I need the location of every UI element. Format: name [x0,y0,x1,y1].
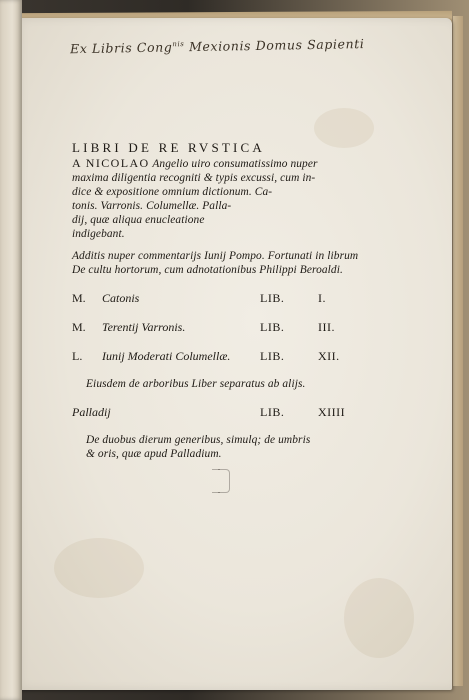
closing-line: De duobus dierum generibus, simulq; de umbris [86,434,311,446]
commentary-line: Additis nuper commentarijs Iunij Pompo. Fortunati in librum [72,250,359,262]
author-name: Catonis [102,291,140,305]
contents-row-palladius [72,404,372,420]
title-line: dice & expositione omnium dictionum. Ca- [72,186,273,198]
editor-name: A NICOLAO [72,156,150,170]
book-count: XII. [318,349,340,363]
commentary-line: De cultu hortorum, cum adnotationibus Philippi Beroaldi. [72,264,343,276]
author-name: Iunij Moderati Columellæ. [102,349,231,363]
lib-label: LIB. [260,349,285,363]
contents-row [72,319,372,335]
lib-label: LIB. [260,405,285,419]
title-line: dij, quæ aliqua enucleatione [72,214,205,226]
praenomen: M. [72,291,86,305]
binding-right-edge [453,16,463,686]
title-line: tonis. Varronis. Columellæ. Palla- [72,200,232,212]
library-stamp [218,469,230,493]
lib-label: LIB. [260,320,285,334]
title-editor-line [72,156,372,171]
arboribus-note: Eiusdem de arboribus Liber separatus ab alijs. [86,378,306,390]
binding-left-edge [0,0,22,700]
title-text-block [72,140,372,461]
praenomen: L. [72,349,83,363]
editor-description: Angelio uiro consumatissimo nuper [149,158,318,170]
lib-label: LIB. [260,291,285,305]
praenomen: M. [72,320,86,334]
inscription-superscript: nis [172,40,185,49]
book-count: XIIII [318,405,346,419]
book-count: I. [318,291,326,305]
book-count: III. [318,320,335,334]
inscription-text-b: Mexionis Domus Sapienti [184,36,365,55]
closing-line: & oris, quæ apud Palladium. [86,448,222,460]
title-line: indigebant. [72,228,125,240]
foxing-stain [344,578,414,658]
inscription-text-a: Ex Libris Cong [69,39,173,57]
contents-row [72,290,372,306]
author-name: Terentij Varronis. [102,320,186,334]
author-name: Palladij [72,405,111,419]
foxing-stain [54,538,144,598]
title-line: maxima diligentia recogniti & typis excussi, cum in- [72,172,316,184]
contents-row [72,348,372,364]
title-heading: LIBRI DE RE RVSTICA [72,140,266,155]
